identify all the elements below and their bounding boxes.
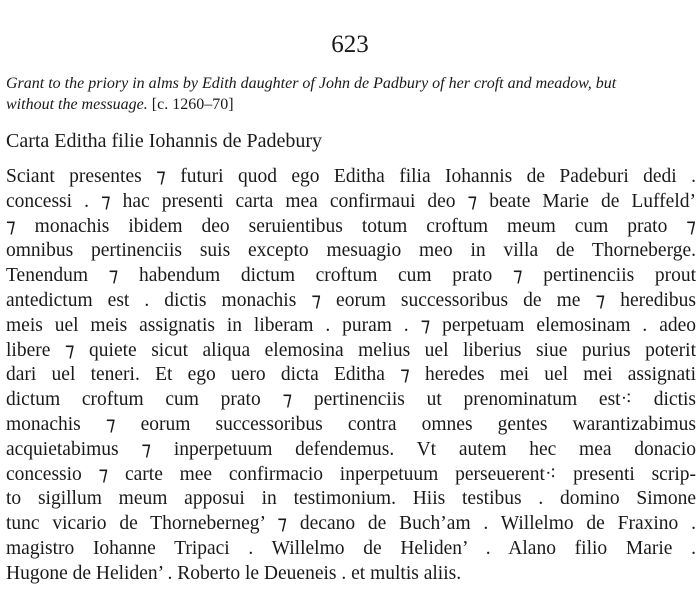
summary-line <box>6 94 696 115</box>
text-line: omnibus pertinenciis suis excepto mesuagio meo in villa de Thorneberge. <box>6 240 696 262</box>
text-line: tunc vicario de Thorneberneg’ ⁊ decano de Buch’am . Willelmo de Fraxino . <box>6 513 696 535</box>
charter-heading: Carta Editha filie Iohannis de Padebury <box>6 130 323 152</box>
charter-text <box>6 165 696 587</box>
summary-line: Grant to the priory in alms by Edith daughter of John de Padbury of her croft and meadow, but <box>6 75 617 92</box>
text-line: libere ⁊ quiete sicut aliqua elemosina melius uel liberius siue purius poterit <box>6 339 696 361</box>
summary-date: [c. 1260–70] <box>151 96 234 113</box>
text-line: concessio ⁊ carte mee confirmacio inperpetuum perseuerent⁖ presenti scrip- <box>6 463 696 485</box>
document-number: 623 <box>331 31 369 58</box>
summary-line-text: without the messuage. <box>6 96 148 113</box>
text-line: antedictum est . dictis monachis ⁊ eorum successoribus de me ⁊ heredibus <box>6 289 696 311</box>
text-line: Sciant presentes ⁊ futuri quod ego Editha filia Iohannis de Padeburi dedi . <box>6 166 696 187</box>
document-summary <box>6 73 696 115</box>
text-line: dictum croftum cum prato ⁊ pertinenciis ut prenominatum est⁖ dictis <box>6 389 696 411</box>
text-line: acquietabimus ⁊ inperpetuum defendemus. Vt autem hec mea donacio <box>6 438 696 460</box>
text-line: meis uel meis assignatis in liberam . puram . ⁊ perpetuam elemosinam . adeo <box>6 314 696 336</box>
text-line: monachis ⁊ eorum successoribus contra omnes gentes warantizabimus <box>6 413 696 435</box>
text-line: dari uel teneri. Et ego uero dicta Editha ⁊ heredes mei uel mei assignati <box>6 364 696 386</box>
text-line: concessi . ⁊ hac presenti carta mea confirmaui deo ⁊ beate Marie de Luffeld’ <box>6 190 696 212</box>
text-line: to sigillum meum apposui in testimonium. Hiis testibus . domino Simone <box>6 488 696 510</box>
text-line: magistro Iohanne Tripaci . Willelmo de Heliden’ . Alano filio Marie . <box>6 537 696 559</box>
text-line: Tenendum ⁊ habendum dictum croftum cum prato ⁊ pertinenciis prout <box>6 265 696 287</box>
text-line: ⁊ monachis ibidem deo seruientibus totum croftum meum cum prato ⁊ <box>6 215 696 237</box>
text-line: Hugone de Heliden’ . Roberto le Deueneis . et multis aliis. <box>6 562 462 584</box>
